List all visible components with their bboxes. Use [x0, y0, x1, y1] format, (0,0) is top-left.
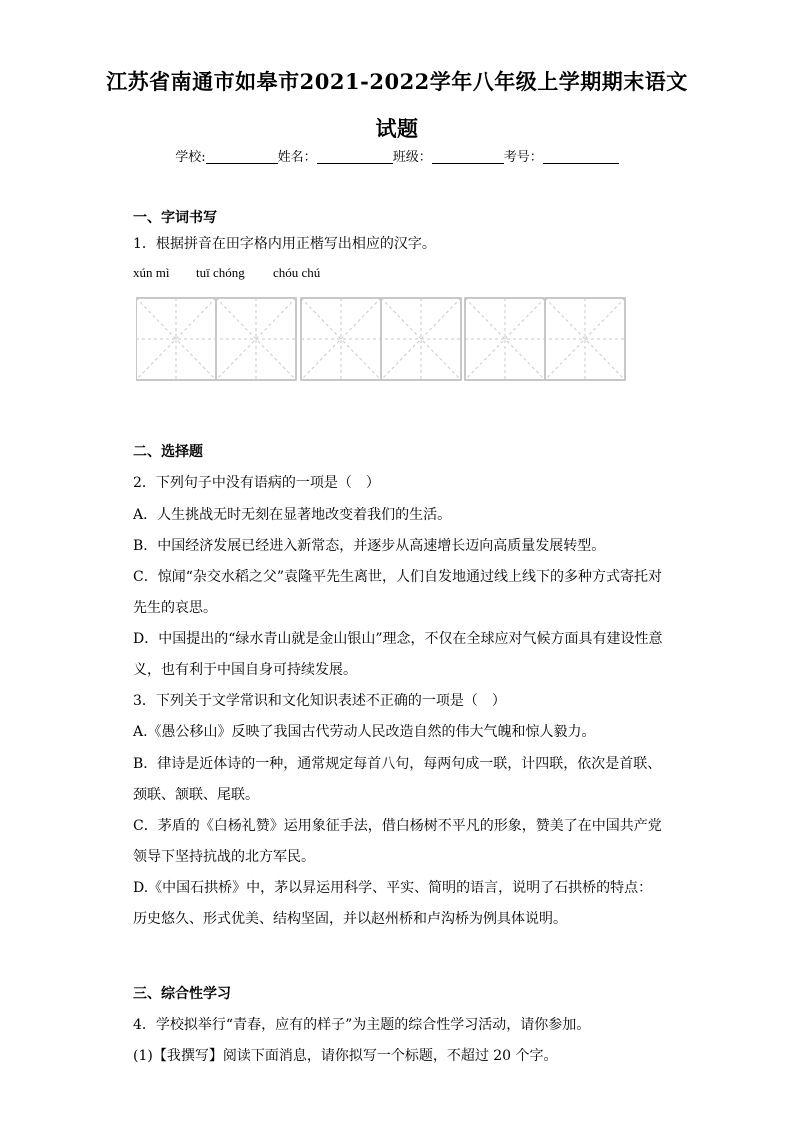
pinyin-3: chóu chú	[273, 265, 321, 280]
question-2-option-d-line-1: D．中国提出的“绿水青山就是金山银山”理念，不仅在全球应对气候方面具有建设性意	[133, 631, 663, 647]
question-2-option-d-line-2: 义，也有利于中国自身可持续发展。	[133, 662, 357, 678]
name-blank[interactable]	[317, 149, 393, 164]
pinyin-1: xún mì	[133, 265, 170, 280]
tianzige-grid	[136, 297, 626, 383]
question-4-sub-1: (1)【我撰写】阅读下面消息，请你拟写一个标题，不超过 20 个字。	[133, 1048, 558, 1064]
question-3-option-b-line-2: 颈联、颔联、尾联。	[133, 787, 259, 803]
question-3-option-c-line-1: C．茅盾的《白杨礼赞》运用象征手法，借白杨树不平凡的形象，赞美了在中国共产党	[133, 818, 662, 834]
class-label: 班级：	[392, 150, 432, 165]
school-label: 学校:	[175, 150, 206, 165]
page-title-line-1: 江苏省南通市如皋市2021-2022学年八年级上学期期末语文	[106, 69, 688, 94]
question-3-option-b-line-1: B．律诗是近体诗的一种，通常规定每首八句，每两句成一联，计四联，依次是首联、	[133, 756, 662, 772]
student-info-row	[0, 146, 794, 165]
tianzige-pair-3	[465, 298, 625, 380]
section-heading-3: 三、综合性学习	[133, 986, 231, 1002]
class-blank[interactable]	[432, 149, 504, 164]
question-2-option-b: B．中国经济发展已经进入新常态，并逐步从高速增长迈向高质量发展转型。	[133, 538, 606, 554]
question-3-option-c-line-2: 领导下坚持抗战的北方军民。	[133, 849, 315, 865]
section-heading-1: 一、字词书写	[133, 210, 217, 226]
name-label: 姓名：	[277, 150, 317, 165]
page-title-line-2: 试题	[375, 116, 419, 141]
question-1-stem: 1．根据拼音在田字格内用正楷写出相应的汉字。	[133, 236, 436, 252]
question-4-stem: 4．学校拟举行“青春，应有的样子”为主题的综合性学习活动，请你参加。	[133, 1017, 591, 1033]
question-3-option-d-line-1: D.《中国石拱桥》中，茅以昇运用科学、平实、简明的语言，说明了石拱桥的特点：	[133, 880, 653, 896]
question-2-option-c-line-2: 先生的哀思。	[133, 600, 217, 616]
school-blank[interactable]	[206, 149, 278, 164]
writing-grid	[136, 297, 626, 387]
question-3-stem: 3．下列关于文学常识和文化知识表述不正确的一项是（ ）	[133, 693, 506, 709]
question-2-option-c-line-1: C．惊闻“杂交水稻之父”袁隆平先生离世，人们自发地通过线上线下的多种方式寄托对	[133, 569, 663, 585]
question-2-stem: 2．下列句子中没有语病的一项是（ ）	[133, 475, 380, 491]
question-2-option-a: A．人生挑战无时无刻在显著地改变着我们的生活。	[133, 507, 452, 523]
question-3-option-d-line-2: 历史悠久、形式优美、结构坚固，并以赵州桥和卢沟桥为例具体说明。	[133, 911, 567, 927]
tianzige-pair-1	[136, 298, 296, 380]
section-heading-2: 二、选择题	[133, 444, 203, 460]
number-blank[interactable]	[543, 149, 619, 164]
number-label: 考号：	[503, 150, 543, 165]
question-3-option-a: A.《愚公移山》反映了我国古代劳动人民改造自然的伟大气魄和惊人毅力。	[133, 724, 596, 740]
tianzige-pair-2	[301, 298, 461, 380]
pinyin-2: tuī chóng	[196, 265, 245, 280]
